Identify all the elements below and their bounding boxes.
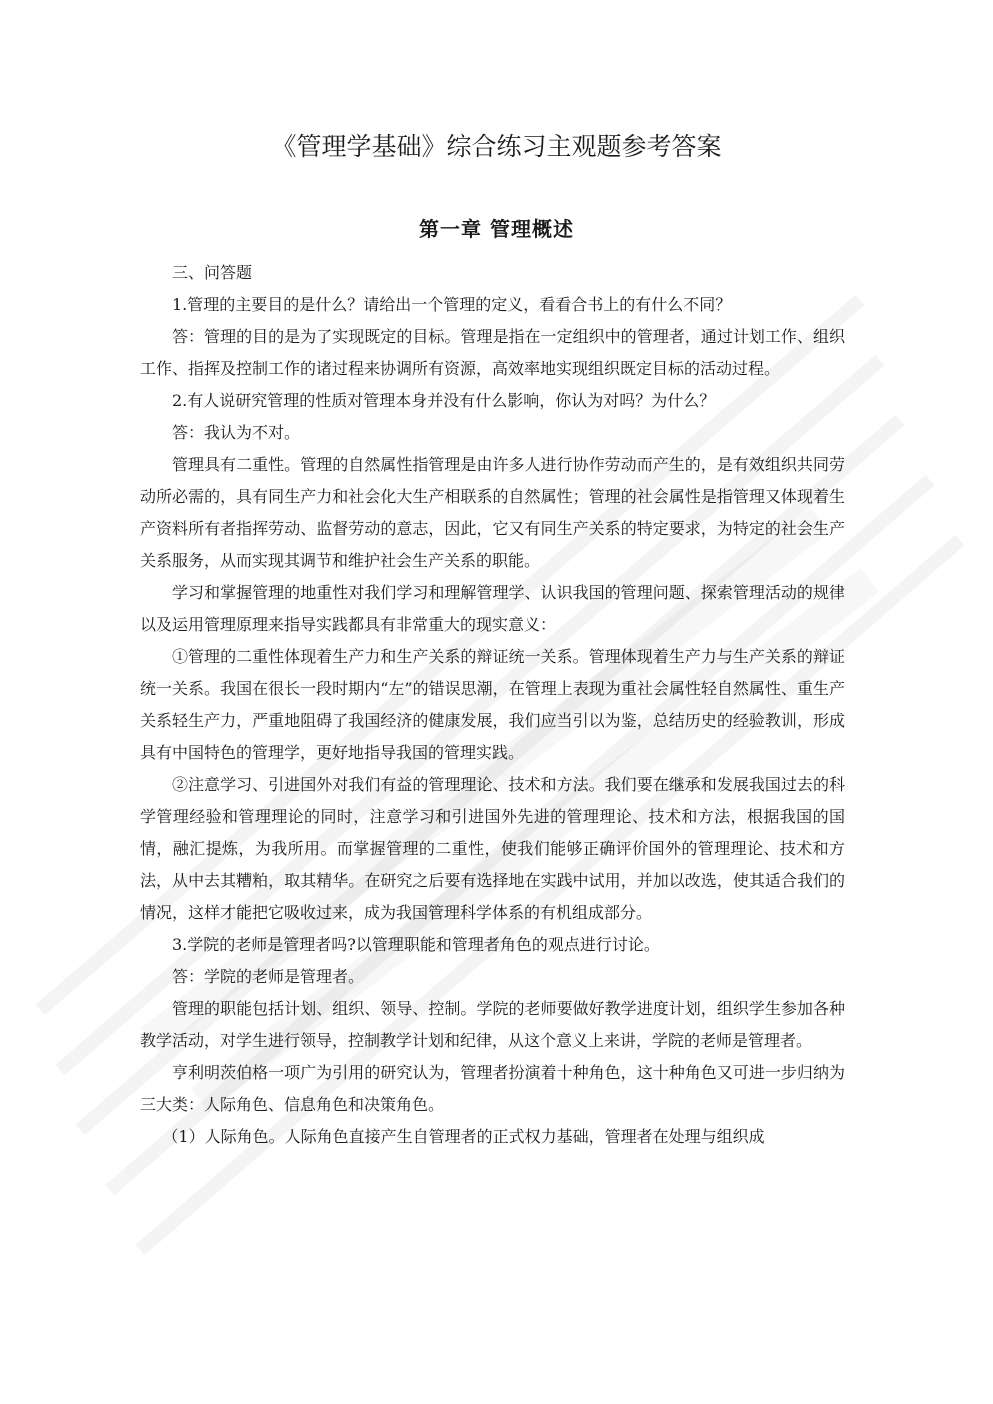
document-title: 《管理学基础》综合练习主观题参考答案	[271, 132, 722, 161]
chapter-title: 第一章 管理概述	[419, 217, 574, 241]
question-1: 1.管理的主要目的是什么？请给出一个管理的定义，看看合书上的有什么不同？	[172, 295, 732, 314]
answer-3-intro: 答：学院的老师是管理者。	[172, 967, 365, 986]
answer-2-intro: 答：我认为不对。	[172, 423, 301, 442]
question-2: 2.有人说研究管理的性质对管理本身并没有什么影响，你认为对吗？为什么？	[172, 391, 716, 410]
answer-2-point-1: ①管理的二重性体现着生产力和生产关系的辩证统一关系。管理体现着生产力与生产关系的辩证统一关系。我国在很长一段时期内“左”的错误思潮，在管理上表现为重社会属性轻自然属性、重生产关系轻生产力，严重地阻碍了我国经济的健康发展，我们应当引以为鉴，总结历史的经验教训，形成具有中国特色的管理学，更好地指导我国的管理实践。	[140, 647, 845, 762]
document-body	[140, 257, 845, 1153]
answer-2-paragraph: 管理具有二重性。管理的自然属性指管理是由许多人进行协作劳动而产生的，是有效组织共同劳动所必需的，具有同生产力和社会化大生产相联系的自然属性；管理的社会属性是指管理又体现着生产资料所有者指挥劳动、监督劳动的意志，因此，它又有同生产关系的特定要求，为特定的社会生产关系服务，从而实现其调节和维护社会生产关系的职能。	[140, 455, 845, 570]
section-heading: 三、问答题	[172, 263, 253, 282]
answer-3-paragraph: 亨利明茨伯格一项广为引用的研究认为，管理者扮演着十种角色，这十种角色又可进一步归纳为三大类：人际角色、信息角色和决策角色。	[140, 1063, 845, 1114]
answer-2-paragraph: 学习和掌握管理的地重性对我们学习和理解管理学、认识我国的管理问题、探索管理活动的规律以及运用管理原理来指导实践都具有非常重大的现实意义：	[140, 583, 845, 634]
answer-1: 答：管理的目的是为了实现既定的目标。管理是指在一定组织中的管理者，通过计划工作、组织工作、指挥及控制工作的诸过程来协调所有资源，高效率地实现组织既定目标的活动过程。	[140, 327, 845, 378]
answer-2-point-2: ②注意学习、引进国外对我们有益的管理理论、技术和方法。我们要在继承和发展我国过去的科学管理经验和管理理论的同时，注意学习和引进国外先进的管理理论、技术和方法，根据我国的国情，融汇提炼，为我所用。而掌握管理的二重性，使我们能够正确评价国外的管理理论、技术和方法，从中去其糟粕，取其精华。在研究之后要有选择地在实践中试用，并加以改选，使其适合我们的情况，这样才能把它吸收过来，成为我国管理科学体系的有机组成部分。	[140, 775, 845, 922]
answer-3-role-1: （1）人际角色。人际角色直接产生自管理者的正式权力基础，管理者在处理与组织成	[162, 1127, 765, 1146]
answer-3-paragraph: 管理的职能包括计划、组织、领导、控制。学院的老师要做好教学进度计划，组织学生参加各种教学活动，对学生进行领导，控制教学计划和纪律，从这个意义上来讲，学院的老师是管理者。	[140, 999, 845, 1050]
question-3: 3.学院的老师是管理者吗?以管理职能和管理者角色的观点进行讨论。	[172, 935, 660, 954]
